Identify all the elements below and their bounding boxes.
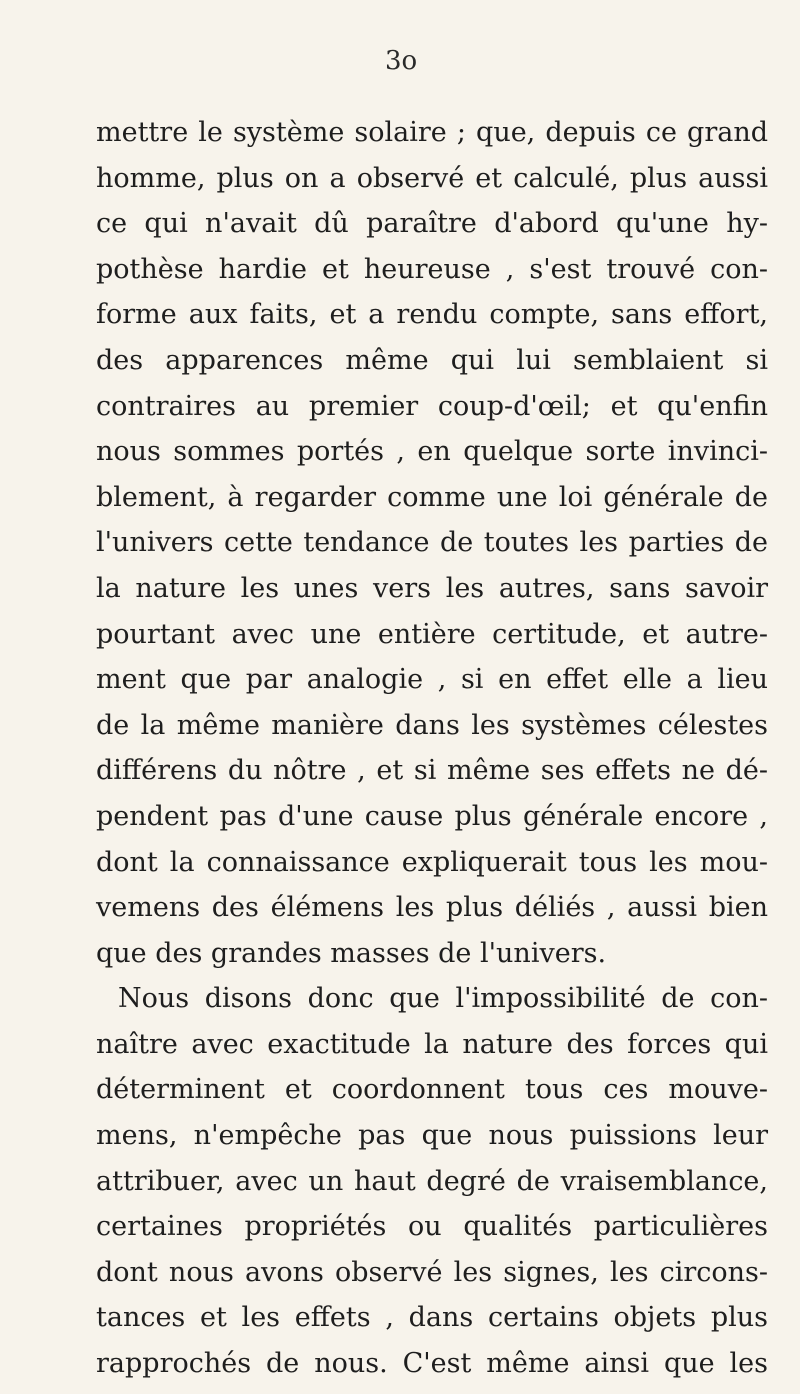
text-line: homme, plus on a observé et calculé, plus aussi (96, 162, 768, 194)
text-line: que des grandes masses de l'univers. (96, 937, 607, 969)
text-line: ce qui n'avait dû paraître d'abord qu'une hy- (96, 208, 768, 240)
text-line: naître avec exactitude la nature des forces qui (96, 1028, 768, 1060)
text-line: forme aux faits, et a rendu compte, sans effort, (96, 299, 768, 331)
text-line: certaines propriétés ou qualités particulières (96, 1211, 768, 1243)
text-line: pothèse hardie et heureuse , s'est trouvé con- (96, 253, 768, 285)
text-line: vemens des élémens les plus déliés , aussi bien (96, 892, 768, 924)
text-line: l'univers cette tendance de toutes les parties de (96, 527, 768, 559)
body-text (96, 110, 768, 1387)
text-line: pendent pas d'une cause plus générale encore , (96, 800, 768, 832)
text-line: blement, à regarder comme une loi générale de (96, 481, 768, 513)
text-line: mettre le système solaire ; que, depuis ce grand (96, 117, 768, 148)
text-line: nous sommes portés , en quelque sorte invinci- (96, 436, 768, 468)
text-line: différens du nôtre , et si même ses effets ne dé- (96, 755, 768, 787)
text-line: dont nous avons observé les signes, les circons- (96, 1256, 768, 1288)
text-line: mens, n'empêche pas que nous puissions leur (96, 1120, 768, 1152)
text-line: dont la connaissance expliquerait tous les mou- (96, 846, 768, 878)
text-line: la nature les unes vers les autres, sans savoir (96, 572, 768, 604)
text-line: pourtant avec une entière certitude, et autre- (96, 618, 768, 650)
text-line: contraires au premier coup-d'œil; et qu'enfin (96, 390, 768, 422)
text-line: ment que par analogie , si en effet elle a lieu (96, 664, 768, 696)
text-line: déterminent et coordonnent tous ces mouve- (96, 1074, 768, 1106)
text-line: rapprochés de nous. C'est même ainsi que les (96, 1348, 768, 1380)
text-line: des apparences même qui lui semblaient si (96, 344, 768, 376)
text-line: tances et les effets , dans certains objets plus (96, 1302, 768, 1334)
text-line: Nous disons donc que l'impossibilité de con- (118, 983, 768, 1015)
page-number: 3o (385, 46, 418, 76)
text-line: de la même manière dans les systèmes célestes (96, 709, 768, 741)
text-line: attribuer, avec un haut degré de vraisemblance, (96, 1165, 768, 1197)
